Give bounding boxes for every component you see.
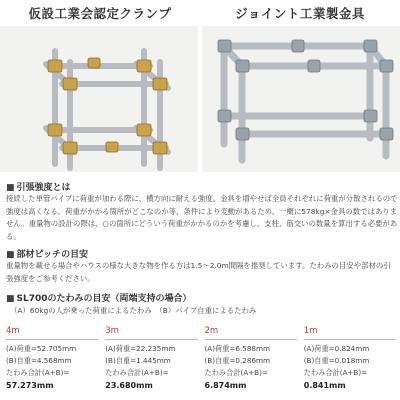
deflection-column-3m — [105, 326, 197, 400]
deflection-title: ■ SL700のたわみの目安（両端支持の場合） — [6, 294, 192, 304]
left-title: 仮設工業会認定クランプ — [28, 6, 172, 21]
span-length: 1m — [304, 326, 396, 340]
span-length: 3m — [105, 326, 197, 340]
deflection-subtitle: （A）60kgの人が乗った荷重によるたわみ （B）パイプ自重によるたわみ — [10, 306, 257, 315]
load-deflection: (A)荷重=0.824mm — [303, 344, 370, 353]
total-deflection: 6.874mm — [204, 380, 247, 390]
square-bullet-icon: ■ — [6, 250, 15, 260]
self-weight-deflection: (B)自重=4.568mm — [6, 356, 72, 366]
load-deflection: (A)荷重=22.235mm — [105, 344, 176, 353]
strength-body: 接続した単管パイプに荷重が加わる際に、横方向に耐える強度。金具を増やせば全員それぞれに荷重が分散されるので強度は高くなる。荷重がかかる箇所がどこなのか等、条件により変動があるため、一概に578kg×金具の数ではありません。重量物の設計の際は、○の箇所にどういう荷重がかかるのかを考慮し、支柱、筋交いの数量を算出する必要がある。 — [6, 194, 398, 241]
deflection-column-1m — [304, 326, 396, 400]
span-length: 2m — [205, 326, 297, 340]
clamp-frame-photo — [0, 26, 198, 172]
total-deflection: 23.680mm — [105, 380, 153, 390]
pitch-body: 重量物を載せる場合やハウスの様な大きな物を作る方は1.5〜2.0m間隔を推奨しています。たわみの目安や部材の引張強度をご参考ください。 — [6, 261, 391, 283]
deflection-column-4m — [6, 326, 98, 400]
header — [0, 0, 400, 26]
load-deflection: (A)荷重=52.705mm — [6, 344, 77, 353]
joint-frame-photo — [202, 26, 400, 172]
total-deflection: 57.273mm — [6, 380, 54, 390]
right-title: ジョイント工業製金具 — [235, 6, 365, 21]
total-deflection: 0.841mm — [303, 380, 346, 390]
square-bullet-icon: ■ — [6, 294, 15, 304]
total-label: たわみ合計(A+B)= — [6, 368, 70, 378]
deflection-table — [6, 326, 396, 400]
load-deflection: (A)荷重=6.588mm — [204, 344, 271, 353]
square-bullet-icon: ■ — [6, 183, 15, 193]
span-length: 4m — [6, 326, 98, 340]
total-label: たわみ合計(A+B)= — [303, 368, 368, 378]
self-weight-deflection: (B)自重=0.286mm — [204, 356, 271, 366]
strength-title: ■ 引張強度とは — [6, 183, 71, 193]
total-label: たわみ合計(A+B)= — [204, 368, 268, 378]
self-weight-deflection: (B)自重=0.018mm — [303, 356, 370, 366]
total-label: たわみ合計(A+B)= — [105, 368, 169, 378]
pitch-title: ■ 部材ピッチの目安 — [6, 250, 89, 260]
photo-row — [0, 26, 400, 172]
self-weight-deflection: (B)自重=1.445mm — [105, 356, 171, 366]
deflection-column-2m — [205, 326, 297, 400]
